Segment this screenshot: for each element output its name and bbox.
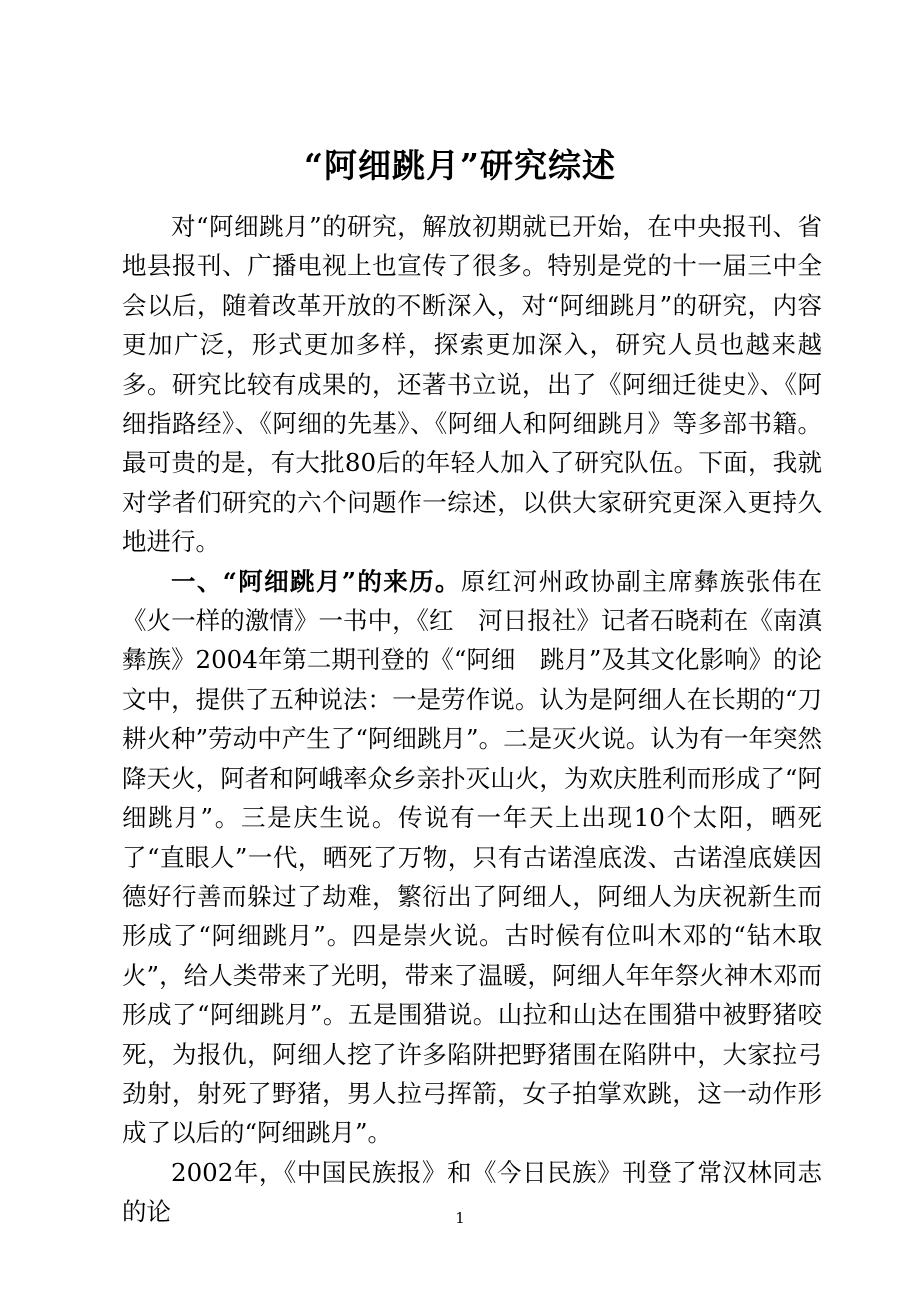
section-one-paragraph (122, 562, 822, 1153)
section-one-heading: 一、“阿细跳月”的来历。 (171, 566, 461, 596)
page-number: 1 (455, 1209, 465, 1227)
intro-paragraph-text: 对“阿细跳月”的研究，解放初期就已开始，在中央报刊、省地县报刊、广播电视上也宣传了很多。特别是党的十一届三中全会以后，随着改革开放的不断深入，对“阿细跳月”的研究，内容更加广泛，形式更加多样，探索更加深入，研究人员也越来越多。研究比较有成果的，还著书立说，出了《阿细迁徙史》、《阿细指路经》、《阿细的先基》、《阿细人和阿细跳月》等多部书籍。最可贵的是，有大批80后的年轻人加入了研究队伍。下面，我就对学者们研究的六个问题作一综述，以供大家研究更深入更持久地进行。 (122, 212, 822, 557)
section-one-text: 原红河州政协副主席彝族张伟在《火一样的激情》一书中，《红 河日报社》记者石晓莉在《南滇彝族》2004年第二期刊登的《“阿细 跳月”及其文化影响》的论文中，提供了五种说法：一是劳作说。认为是阿细人在长期的“刀耕火种”劳动中产生了“阿细跳月”。二是灭火说。认为有一年突然降天火，阿者和阿峨率众乡亲扑灭山火，为欢庆胜利而形成了“阿细跳月”。三是庆生说。传说有一年天上出现10个太阳，晒死了“直眼人”一代，晒死了万物，只有古诺湟底泼、古诺湟底媄因德好行善而躲过了劫难，繁衍出了阿细人，阿细人为庆祝新生而形成了“阿细跳月”。四是崇火说。古时候有位叫木邓的“钻木取火”，给人类带来了光明，带来了温暖，阿细人年年祭火神木邓而形成了“阿细跳月”。五是围猎说。山拉和山达在围猎中被野猪咬死，为报仇，阿细人挖了许多陷阱把野猪围在陷阱中，大家拉弓劲射，射死了野猪，男人拉弓挥箭，女子拍掌欢跳，这一动作形成了以后的“阿细跳月”。 (122, 566, 823, 1148)
document-title: “阿细跳月”研究综述 (304, 146, 616, 186)
document-body (122, 207, 822, 1232)
continuation-paragraph-text: 2002年，《中国民族报》和《今日民族》刊登了常汉林同志的论 (122, 1157, 822, 1227)
intro-paragraph (122, 207, 822, 562)
